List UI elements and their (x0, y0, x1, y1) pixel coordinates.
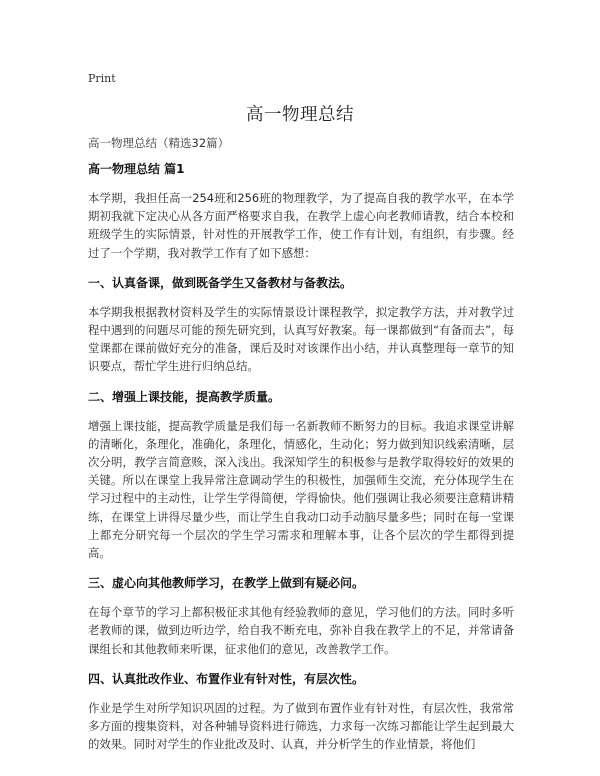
print-link[interactable]: Print (88, 72, 116, 85)
section-heading-2: 二、增强上课技能，提高教学质量。 (88, 389, 281, 404)
page-title: 高一物理总结 (246, 105, 354, 125)
paragraph-intro: 本学期，我担任高一254班和256班的物理教学，为了提高自我的教学水平，在本学期初我就下定决心从各方面严格要求自我，在教学上虚心向老教师请教，结合本校和班级学生的实际情景，针对性的开展教学工作，使工作有计划，有组织，有步骤。经过了一个学期，我对教学工作有了如下感想： (88, 191, 514, 260)
paragraph-3: 在每个章节的学习上都积极征求其他有经验教师的意见，学习他们的方法。同时多听老教师的课，做到边听边学，给自我不断充电，弥补自我在教学上的不足，并常请备课组长和其他教师来听课，征求他们的意见，改善教学工作。 (88, 605, 514, 656)
section-heading-3: 三、虚心向其他教师学习，在教学上做到有疑必问。 (88, 576, 365, 591)
paragraph-2: 增强上课技能，提高教学质量是我们每一名新教师不断努力的目标。我追求课堂讲解的清晰化，条理化，准确化，条理化，情感化，生动化；努力做到知识线索清晰，层次分明，教学言简意赅，深入浅出。我深知学生的积极参与是教学取得较好的效果的关键。所以在课堂上我异常注意调动学生的积极性，加强师生交流，充分体现学生在学习过程中的主动性，让学生学得简便，学得愉快。他们强调让我必须要注意精讲精练，在课堂上讲得尽量少些，而让学生自我动口动手动脑尽量多些；同时在每一堂课上都充分研究每一个层次的学生学习需求和理解本事，让各个层次的学生都得到提高。 (88, 418, 514, 561)
article-body (88, 160, 514, 765)
article-heading: 高一物理总结 篇1 (88, 162, 185, 176)
document-subtitle: 高一物理总结（精选32篇） (88, 136, 230, 150)
paragraph-4: 作业是学生对所学知识巩固的过程。为了做到布置作业有针对性，有层次性，我常常多方面的搜集资料，对各种辅导资料进行筛选，力求每一次练习都能让学生起到最大的效果。同时对学生的作业批改及时、认真，并分析学生的作业情景，将他们 (88, 700, 514, 752)
section-heading-4: 四、认真批改作业、布置作业有针对性，有层次性。 (88, 671, 365, 686)
section-heading-1: 一、认真备课，做到既备学生又备教材与备教法。 (88, 275, 353, 290)
paragraph-1: 本学期我根据教材资料及学生的实际情景设计课程教学，拟定教学方法，并对教学过程中遇到的问题尽可能的预先研究到，认真写好教案。每一课都做到“有备而去”，每堂课都在课前做好充分的准备，课后及时对该课作出小结，并认真整理每一章节的知识要点，帮忙学生进行归纳总结。 (88, 304, 514, 374)
